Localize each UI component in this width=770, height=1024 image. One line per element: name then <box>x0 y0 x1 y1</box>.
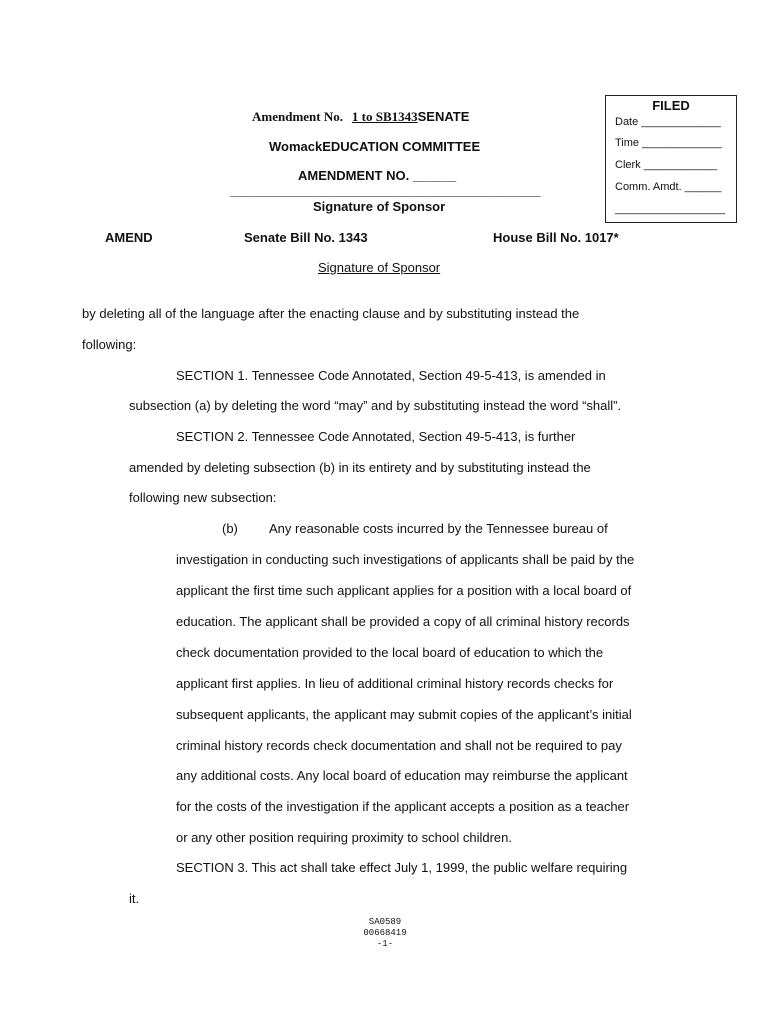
subsection-b-line-9: any additional costs. Any local board of education may reimburse the applicant <box>176 768 628 783</box>
subsection-b-line-6: applicant first applies. In lieu of additional criminal history records checks for <box>176 676 614 691</box>
section-1-line-2: subsection (a) by deleting the word “may” and by substituting instead the word “shall”. <box>129 398 622 413</box>
filed-box <box>605 95 737 223</box>
signature-label: Signature of Sponsor <box>313 199 446 214</box>
section-3-line-2: it. <box>129 891 140 906</box>
subsection-b-line-10: for the costs of the investigation if the applicant accepts a position as a teacher <box>176 799 630 814</box>
filed-date-field: Date _____________ <box>615 116 721 128</box>
subsection-b-line-5: check documentation provided to the local board of education to which the <box>176 645 604 660</box>
subsection-b-line-11: or any other position requiring proximity to school children. <box>176 830 513 845</box>
subsection-b-line-3: applicant the first time such applicant applies for a position with a local board of <box>176 583 632 598</box>
section-3-line-1: SECTION 3. This act shall take effect July 1, 1999, the public welfare requiring <box>176 860 628 875</box>
amendment-chamber: SENATE <box>417 109 470 124</box>
page-number: -1- <box>376 939 394 949</box>
subsection-b-label: (b) <box>222 521 238 536</box>
amendment-reference: 1 to SB1343 <box>351 109 418 124</box>
signature-rule: ___________________________________________ <box>230 183 541 198</box>
signature-of-sponsor-link: Signature of Sponsor <box>318 260 441 275</box>
subsection-b-line-7: subsequent applicants, the applicant may submit copies of the applicant’s initial <box>176 707 632 722</box>
intro-line-1: by deleting all of the language after the enacting clause and by substituting instead the <box>82 306 580 321</box>
amendment-prefix: Amendment No. <box>252 109 343 124</box>
filed-blank-line: __________________ <box>615 203 726 215</box>
subsection-b-line-8: criminal history records check documentation and shall not be required to pay <box>176 738 622 753</box>
subsection-b-line-4: education. The applicant shall be provided a copy of all criminal history records <box>176 614 630 629</box>
section-2-line-1: SECTION 2. Tennessee Code Annotated, Section 49-5-413, is further <box>176 429 576 444</box>
footer-code-2: 00668419 <box>363 928 407 938</box>
subsection-b-line-1: Any reasonable costs incurred by the Tennessee bureau of <box>269 521 608 536</box>
section-1-line-1: SECTION 1. Tennessee Code Annotated, Section 49-5-413, is amended in <box>176 368 606 383</box>
committee-line: WomackEDUCATION COMMITTEE <box>269 139 481 154</box>
subsection-b-line-2: investigation in conducting such investigations of applicants shall be paid by the <box>176 552 635 567</box>
section-2-line-3: following new subsection: <box>129 490 277 505</box>
house-bill-number: House Bill No. 1017* <box>493 230 619 245</box>
filed-title: FILED <box>652 98 690 113</box>
amendment-number-line: AMENDMENT NO. ______ <box>298 168 457 183</box>
footer-code-1: SA0589 <box>368 917 402 927</box>
filed-time-field: Time _____________ <box>615 137 722 149</box>
amend-label: AMEND <box>105 230 153 245</box>
filed-comm-amdt-field: Comm. Amdt. ______ <box>615 181 722 193</box>
section-2-line-2: amended by deleting subsection (b) in its entirety and by substituting instead the <box>129 460 591 475</box>
intro-line-2: following: <box>82 337 137 352</box>
senate-bill-number: Senate Bill No. 1343 <box>244 230 368 245</box>
amendment-heading <box>252 108 469 126</box>
filed-clerk-field: Clerk ____________ <box>615 159 718 171</box>
